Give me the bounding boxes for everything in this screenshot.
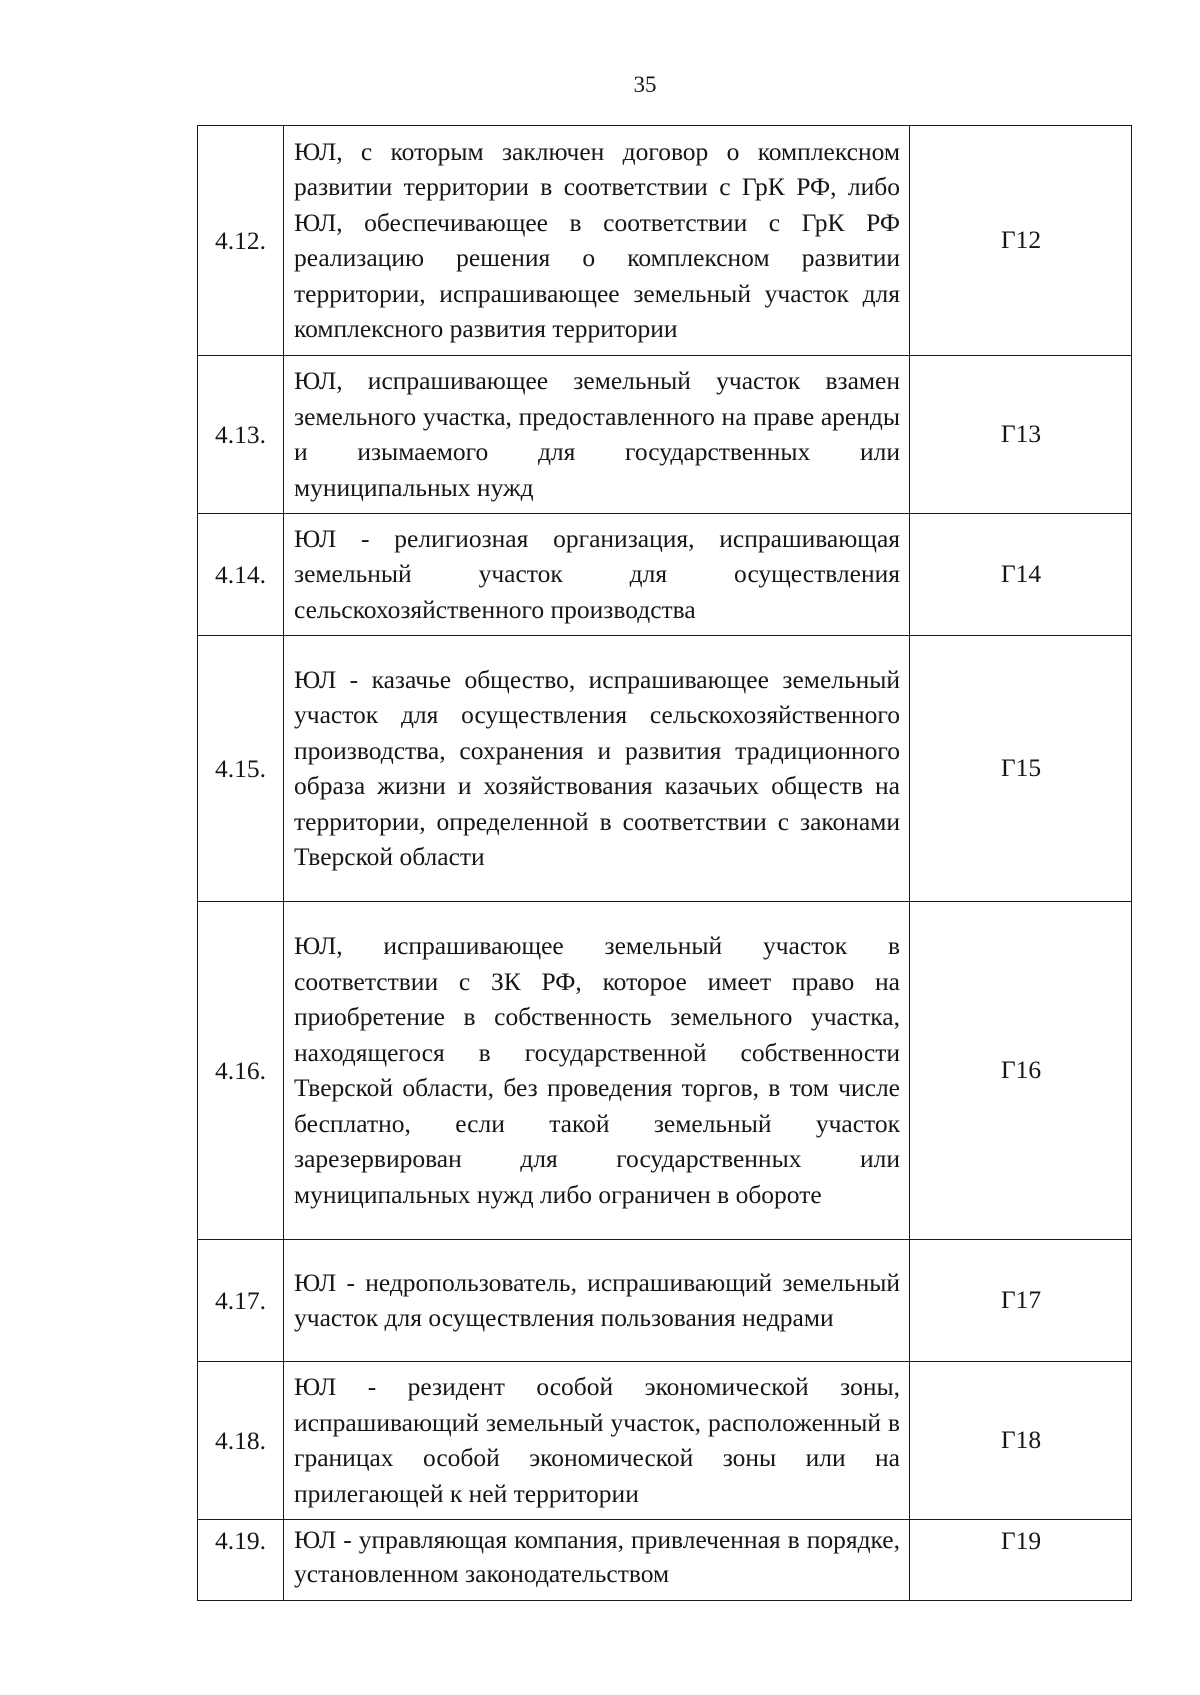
row-description: ЮЛ, с которым заключен договор о комплексном развитии территории в соответствии с ГрК РФ, либо ЮЛ, обеспечивающее в соответствии с ГрК РФ реализацию решения о комплексном развитии территории, испрашивающее земельный участок для комплексного развития территории — [284, 126, 910, 356]
table-row — [198, 1520, 1132, 1601]
row-description: ЮЛ - недропользователь, испрашивающий земельный участок для осуществления пользования недрами — [284, 1240, 910, 1362]
row-number: 4.14. — [198, 514, 284, 636]
row-code: Г17 — [910, 1240, 1132, 1362]
row-description: ЮЛ - казачье общество, испрашивающее земельный участок для осуществления сельскохозяйственного производства, сохранения и развития традиционного образа жизни и хозяйствования казачьих обществ на территории, определенной в соответствии с законами Тверской области — [284, 636, 910, 902]
table-row — [198, 126, 1132, 356]
row-number: 4.19. — [198, 1520, 284, 1601]
row-number: 4.18. — [198, 1362, 284, 1520]
row-description: ЮЛ - управляющая компания, привлеченная в порядке, установленном законодательством — [284, 1520, 910, 1601]
row-code: Г19 — [910, 1520, 1132, 1601]
page-number: 35 — [633, 72, 657, 97]
row-number: 4.15. — [198, 636, 284, 902]
row-description: ЮЛ, испрашивающее земельный участок взамен земельного участка, предоставленного на праве аренды и изымаемого для государственных или муниципальных нужд — [284, 356, 910, 514]
row-code: Г15 — [910, 636, 1132, 902]
row-number: 4.13. — [198, 356, 284, 514]
table-row — [198, 1362, 1132, 1520]
row-code: Г16 — [910, 902, 1132, 1240]
row-code: Г12 — [910, 126, 1132, 356]
table-row — [198, 356, 1132, 514]
table-row — [198, 514, 1132, 636]
row-code: Г14 — [910, 514, 1132, 636]
row-number: 4.16. — [198, 902, 284, 1240]
row-description: ЮЛ - религиозная организация, испрашивающая земельный участок для осуществления сельскохозяйственного производства — [284, 514, 910, 636]
row-description: ЮЛ, испрашивающее земельный участок в соответствии с ЗК РФ, которое имеет право на приобретение в собственность земельного участка, находящегося в государственной собственности Тверской области, без проведения торгов, в том числе бесплатно, если такой земельный участок зарезервирован для государственных или муниципальных нужд либо ограничен в обороте — [284, 902, 910, 1240]
row-number: 4.17. — [198, 1240, 284, 1362]
table-row — [198, 902, 1132, 1240]
row-number: 4.12. — [198, 126, 284, 356]
table-row — [198, 636, 1132, 902]
categories-table — [197, 125, 1132, 1601]
row-code: Г13 — [910, 356, 1132, 514]
table-row — [198, 1240, 1132, 1362]
row-description: ЮЛ - резидент особой экономической зоны, испрашивающий земельный участок, расположенный в границах особой экономической зоны или на прилегающей к ней территории — [284, 1362, 910, 1520]
row-code: Г18 — [910, 1362, 1132, 1520]
